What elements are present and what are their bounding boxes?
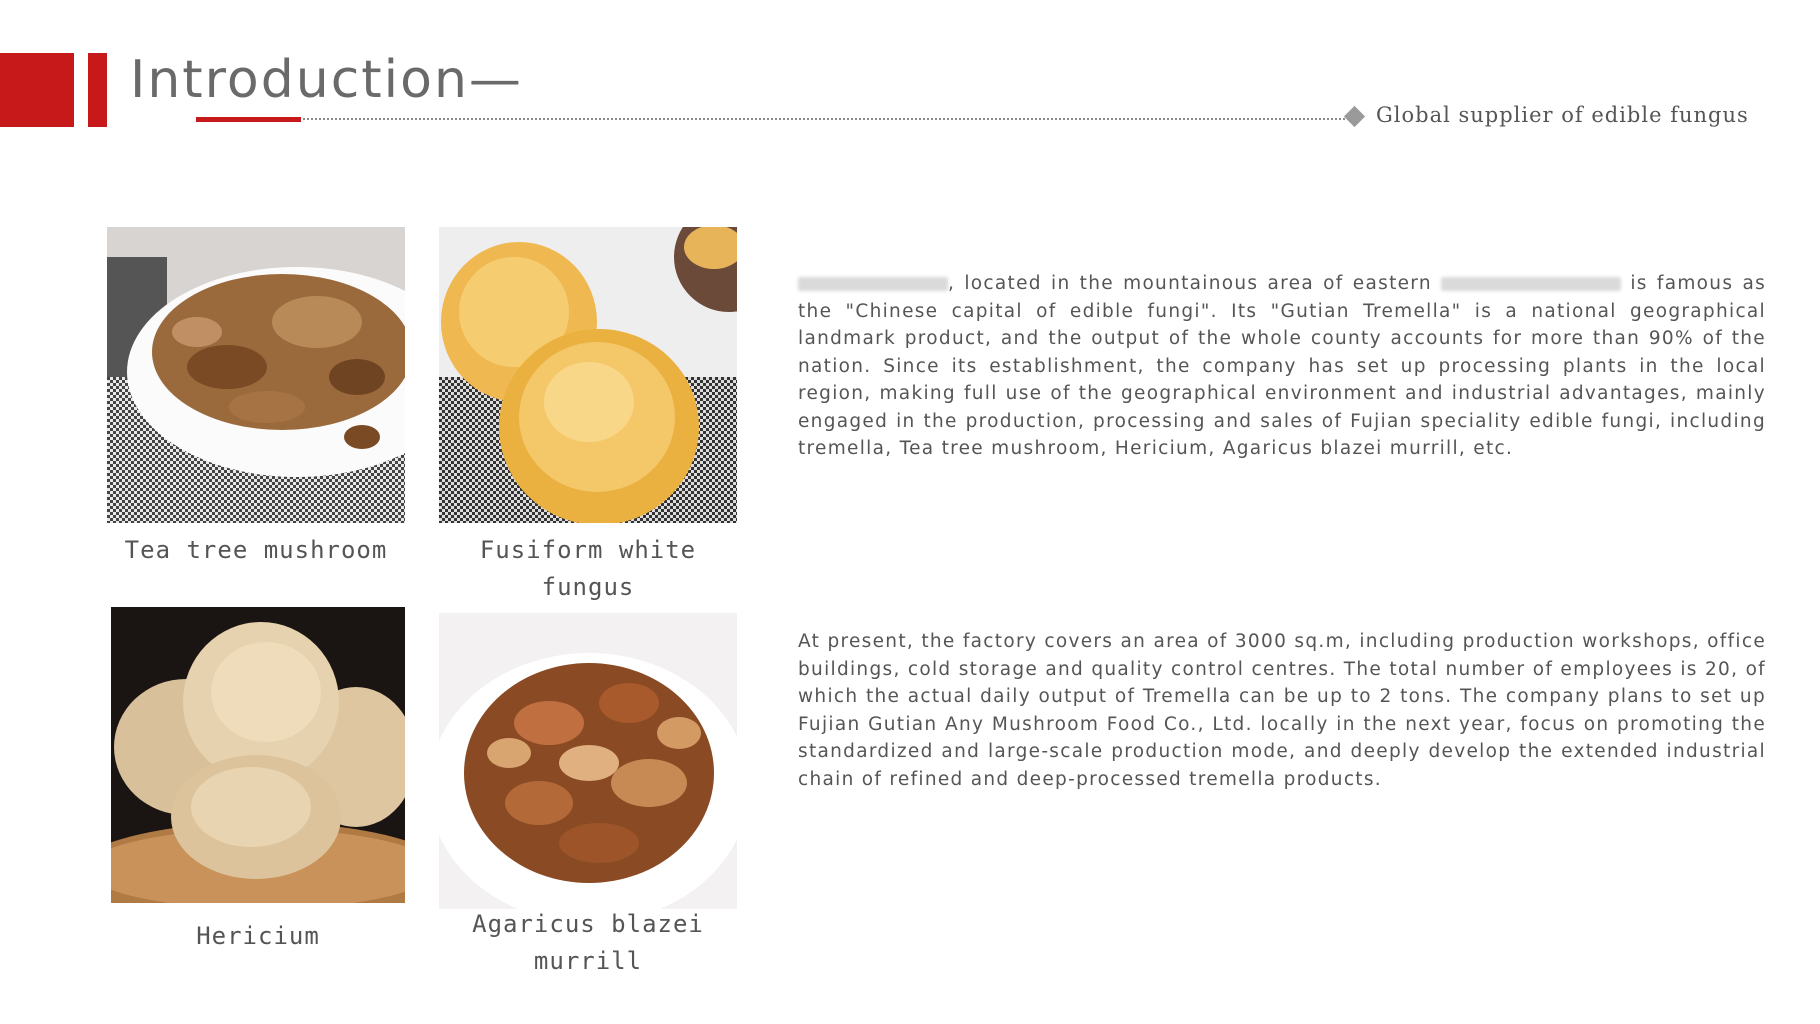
- factory-description-paragraph: At present, the factory covers an area of 3000 sq.m, including production workshops, office buildings, cold storage and quality control centres. The total number of employees is 20, of which the actual daily output of Tremella can be up to 2 tons. The company plans to set up Fujian Gutian Any Mushroom Food Co., Ltd. locally in the next year, focus on promoting the standardized and large-scale production mode, and deeply develop the extended industrial chain of refined and deep-processed tremella products.: [798, 631, 1766, 790]
- title-divider: [196, 118, 1352, 120]
- agaricus-blazei-murrill-photo: [439, 613, 737, 909]
- caption-fusiform-white-fungus: Fusiform white fungus: [479, 536, 697, 601]
- page-title: Introduction—: [130, 50, 523, 110]
- intro-text-part1: , located in the mountainous area of eastern: [948, 273, 1432, 294]
- accent-block-right: [88, 53, 107, 127]
- redacted-location: [1441, 277, 1621, 291]
- caption-agaricus-blazei-murrill: Agaricus blazei murrill: [472, 910, 704, 975]
- hericium-photo: [111, 607, 405, 903]
- accent-block-left: [0, 53, 74, 127]
- redacted-company-name: [798, 277, 948, 291]
- fusiform-white-fungus-photo: [439, 227, 737, 523]
- page-subtitle: Global supplier of edible fungus: [1376, 103, 1749, 127]
- intro-text-part2: is famous as the "Chinese capital of edible fungi". Its "Gutian Tremella" is a national geographical landmark product, and the output of the whole county accounts for more than 90% of the nation. Since its establishment, the company has set up processing plants in the local region, making full use of the geographical environment and industrial advantages, mainly engaged in the production, processing and sales of Fujian speciality edible fungi, including tremella, Tea tree mushroom, Hericium, Agaricus blazei murrill, etc.: [798, 273, 1767, 459]
- caption-tea-tree-mushroom: Tea tree mushroom: [124, 536, 388, 564]
- company-intro-paragraph: [798, 270, 1766, 463]
- title-divider-accent: [196, 117, 301, 122]
- tea-tree-mushroom-photo: [107, 227, 405, 523]
- caption-hericium: Hericium: [196, 922, 320, 950]
- diamond-icon: [1344, 106, 1365, 127]
